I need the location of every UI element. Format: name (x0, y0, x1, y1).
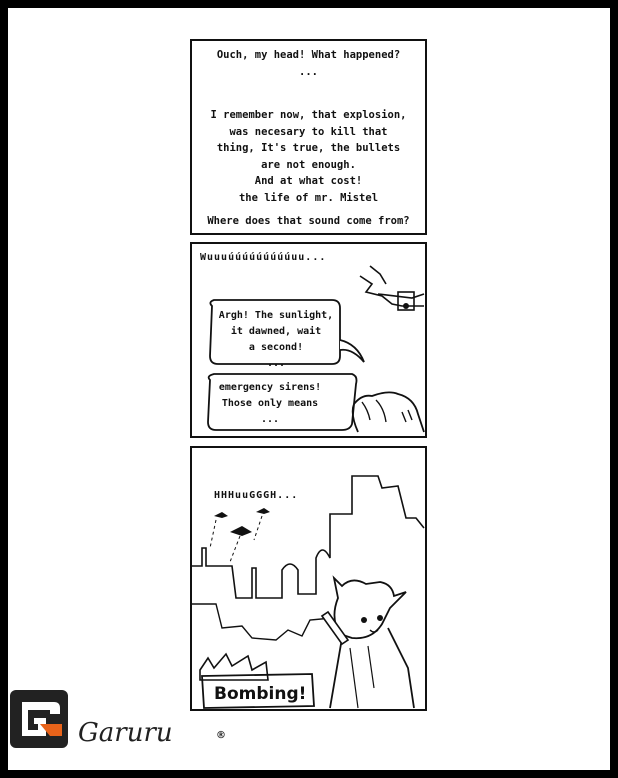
brand-name: Garuru (78, 718, 173, 748)
hand-drawing (353, 392, 424, 432)
bombing-label: Bombing! (214, 684, 307, 704)
panel-1 (190, 39, 427, 235)
caption-line: Ouch, my head! What happened? (216, 49, 401, 61)
caption-line: And at what cost! (254, 175, 363, 187)
speech-text (214, 308, 338, 372)
sfx-plane: HHHuuGGGH... (214, 490, 299, 501)
caption-line: I remember now, that explosion, (210, 109, 407, 121)
caption-ellipsis: ... (299, 65, 318, 78)
caption-question: Where does that sound come from? (207, 215, 410, 227)
garuru-logo-icon (10, 690, 68, 748)
garuru-logo (10, 690, 68, 748)
plane-icon (230, 526, 252, 536)
caption-paragraph (192, 107, 425, 206)
speech-text (208, 380, 332, 428)
speech-line: a second! (248, 342, 304, 353)
caption-line: thing, It's true, the bullets (216, 142, 401, 154)
caption-line: the life of mr. Mistel (238, 191, 379, 204)
caption-opening (192, 47, 425, 80)
panel-3 (190, 446, 427, 711)
panel-2 (190, 242, 427, 438)
sfx-siren: Wuuuúúúúúúúúúuu... (200, 252, 327, 263)
speech-line: Argh! The sunlight, (218, 310, 334, 321)
caption-line: was necesary to kill that (229, 125, 388, 138)
speech-line: emergency sirens! (218, 382, 322, 393)
panel-3-art (192, 448, 425, 709)
comic-page (8, 8, 610, 770)
plane-icon (214, 512, 228, 518)
speech-bubble-tail (340, 340, 364, 362)
registered-mark: ® (216, 730, 226, 741)
character-head (334, 578, 406, 638)
plane-icon (256, 508, 270, 514)
speech-line: ... (260, 414, 280, 425)
caption-line: are not enough. (261, 158, 356, 171)
speech-line: it dawned, wait (230, 326, 322, 337)
speech-line: Those only means (221, 398, 319, 409)
speech-line: ... (266, 358, 286, 369)
